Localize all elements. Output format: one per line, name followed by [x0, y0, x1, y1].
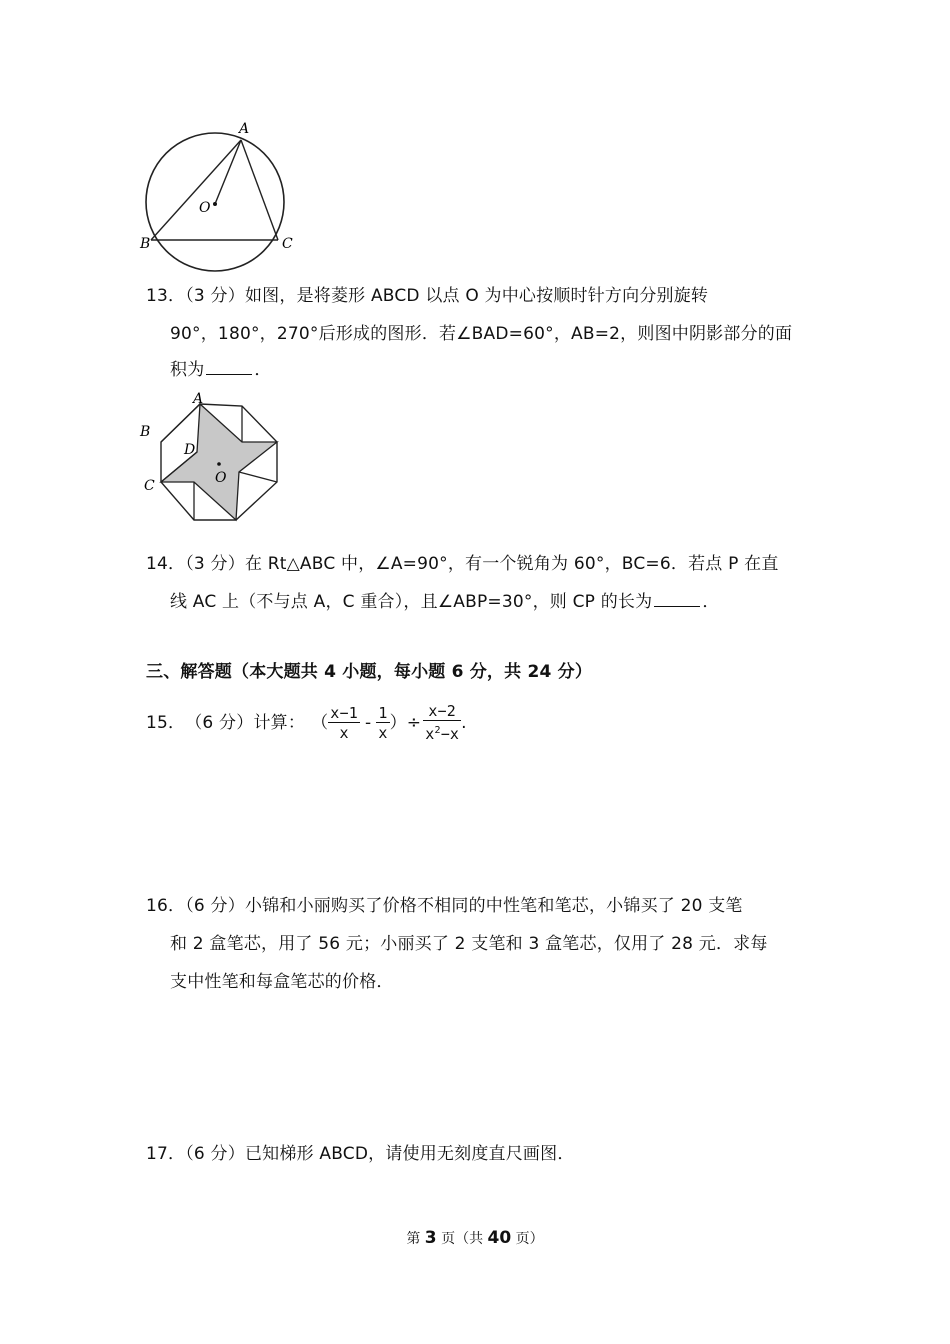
fraction-1-numerator: x−1: [330, 703, 358, 722]
q13-score: （3 分）: [185, 286, 245, 306]
q15-open-paren: （: [311, 713, 329, 733]
fraction-3-den-exponent: 2: [434, 725, 441, 736]
q15-score: （6 分）: [185, 713, 254, 733]
footer-total-pages: 40: [487, 1228, 512, 1248]
q15-minus: -: [364, 713, 372, 733]
center-point: [213, 202, 217, 206]
fraction-1-denominator: x: [339, 723, 349, 742]
fraction-3-den-tail: −x: [440, 725, 460, 743]
q14-text-1: 在 Rt△ABC 中，∠A=90°，有一个锐角为 60°，BC=6．若点 P 在直: [244, 554, 779, 574]
rhombus-star-figure: [136, 390, 286, 526]
q16-line3: [170, 972, 394, 992]
label-d: D: [184, 442, 196, 458]
q16-line2: [170, 934, 768, 954]
label-b: B: [140, 424, 151, 440]
q16-text-2: 和 2 盒笔芯，用了 56 元；小丽买了 2 支笔和 3 盒笔芯，仅用了 28 元．求每: [170, 934, 768, 954]
footer-page-number: 3: [424, 1228, 437, 1248]
footer-middle: 页（共: [436, 1231, 488, 1247]
side-ac: [241, 140, 278, 240]
q15-prefix: 计算：: [253, 713, 306, 733]
q16-number: 16．: [146, 896, 186, 916]
q14-answer-blank: [654, 592, 700, 607]
fraction-3-numerator: x−2: [423, 702, 461, 721]
fraction-2-denominator: x: [378, 723, 388, 742]
label-c: C: [144, 478, 155, 494]
q15-line: [146, 700, 467, 746]
footer-suffix: 页）: [511, 1231, 544, 1247]
q13-text-2: 90°，180°，270°后形成的图形．若∠BAD=60°，AB=2，则图中阴影部分的面: [170, 324, 793, 344]
label-b: B: [140, 236, 151, 252]
q16-text-3: 支中性笔和每盒笔芯的价格．: [170, 972, 394, 992]
q13-end: ．: [254, 360, 272, 380]
label-o: O: [199, 200, 211, 216]
q13-text-3: 积为: [170, 360, 205, 380]
q14-end: ．: [702, 592, 720, 612]
q13-answer-blank: [206, 360, 252, 375]
q13-number: 13．: [146, 286, 186, 306]
q14-number: 14．: [146, 554, 186, 574]
q15-end: .: [461, 713, 467, 733]
q13-line3: [170, 360, 272, 380]
fraction-1: [328, 704, 360, 743]
fraction-3-denominator: [423, 721, 461, 744]
circle-triangle-figure: [136, 118, 296, 278]
q14-text-2: 线 AC 上（不与点 A，C 重合），且∠ABP=30°，则 CP 的长为: [170, 592, 653, 612]
page-footer: [0, 1228, 950, 1248]
center-point-o: [217, 462, 221, 466]
fraction-2: [376, 704, 389, 743]
label-c: C: [282, 236, 293, 252]
label-a: A: [239, 121, 250, 137]
label-o: O: [215, 470, 227, 486]
q15-number: 15．: [146, 713, 186, 733]
label-a: A: [193, 391, 204, 407]
q13-line2: [170, 324, 792, 344]
fraction-3-den-base: x: [425, 725, 435, 743]
edge-a-b: [161, 404, 200, 442]
q17-line1: [146, 1144, 575, 1164]
q13-line1: [146, 286, 708, 306]
edge-right: [239, 472, 277, 482]
q16-score: （6 分）: [185, 896, 245, 916]
q15-close-paren: ）÷: [389, 713, 422, 733]
q14-line1: [146, 554, 779, 574]
q17-text-1: 已知梯形 ABCD，请使用无刻度直尺画图．: [244, 1144, 575, 1164]
q16-text-1: 小锦和小丽购买了价格不相同的中性笔和笔芯，小锦买了 20 支笔: [244, 896, 743, 916]
section-3-title: 三、解答题（本大题共 4 小题，每小题 6 分，共 24 分）: [146, 662, 593, 682]
fraction-2-numerator: 1: [378, 703, 388, 722]
footer-prefix: 第: [406, 1231, 425, 1247]
q17-number: 17．: [146, 1144, 186, 1164]
q16-line1: [146, 896, 743, 916]
q14-line2: [170, 592, 720, 612]
q13-text-1: 如图，是将菱形 ABCD 以点 O 为中心按顺时针方向分别旋转: [244, 286, 709, 306]
q17-score: （6 分）: [185, 1144, 245, 1164]
fraction-3: [423, 702, 461, 744]
radius-oa: [215, 140, 241, 204]
q14-score: （3 分）: [185, 554, 245, 574]
